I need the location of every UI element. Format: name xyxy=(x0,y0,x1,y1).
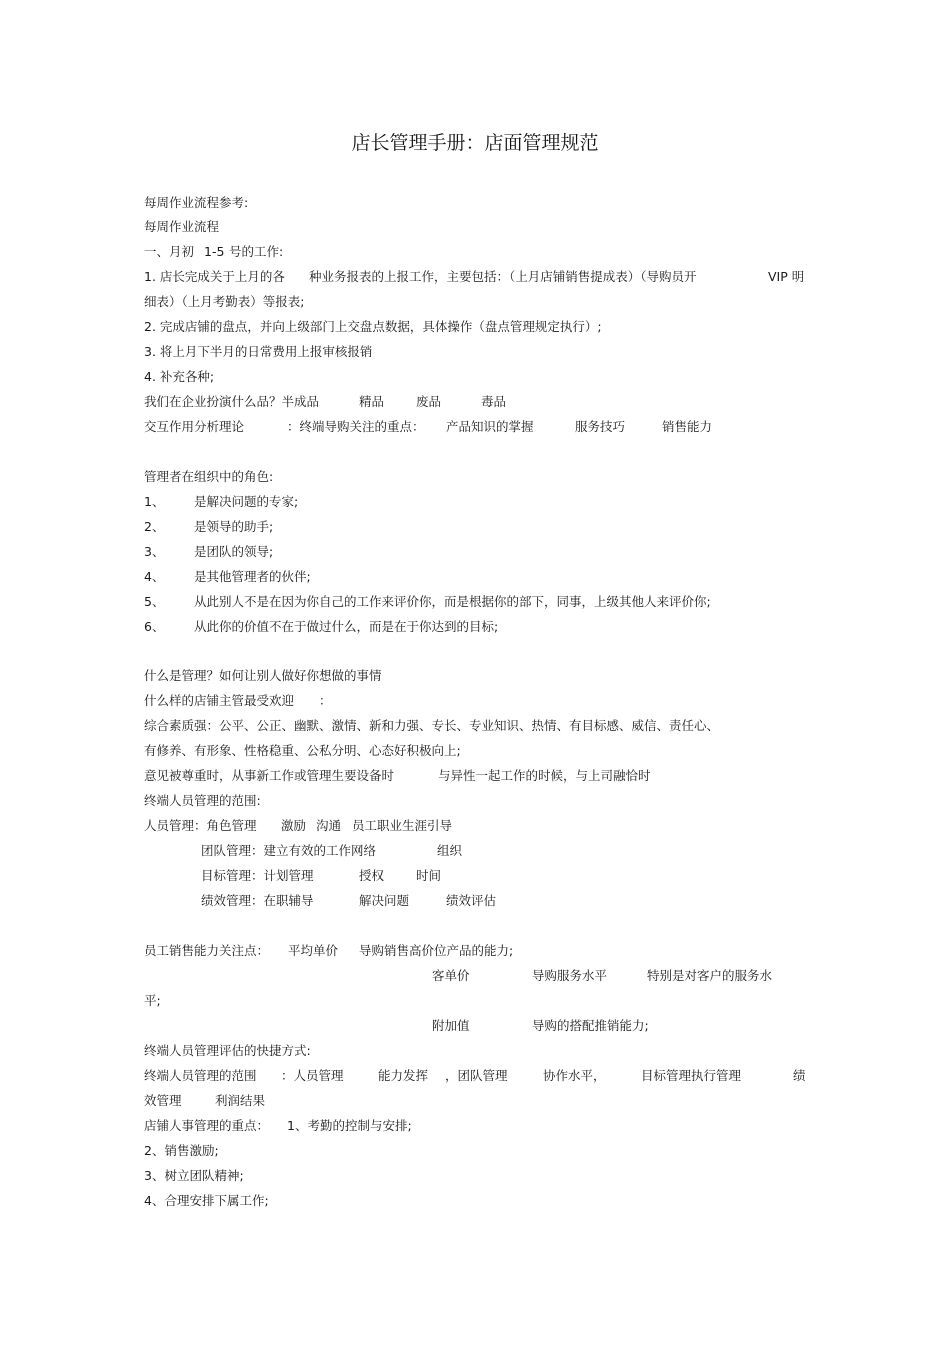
text-line: 每周作业流程 xyxy=(144,219,220,234)
text-span: 绩效评估 xyxy=(446,893,497,908)
text-span: 利润结果 xyxy=(215,1093,266,1108)
text-span: 销售能力 xyxy=(662,419,713,434)
text-span: 导购的搭配推销能力; xyxy=(532,1018,649,1033)
text-span: ：终端导购关注的重点： xyxy=(287,419,425,434)
text-line: 4、合理安排下属工作; xyxy=(144,1193,269,1208)
text-span: 导购服务水平 xyxy=(532,968,608,983)
text-span: 客单价 xyxy=(432,968,470,983)
text-span: 附加值 xyxy=(432,1018,470,1033)
list-item-number: 6、 xyxy=(144,619,165,634)
text-span: 1、考勤的控制与安排; xyxy=(287,1118,412,1133)
text-line: 意见被尊重时，从事新工作或管理生要设备时 xyxy=(144,768,395,783)
text-span: ： xyxy=(319,693,332,708)
list-item-number: 2、 xyxy=(144,519,165,534)
text-span: 毒品 xyxy=(481,394,507,409)
text-line: 综合素质强：公平、公正、幽默、激情、新和力强、专长、专业知识、热情、有目标感、威信、责任心、 xyxy=(144,718,720,733)
text-line: 平; xyxy=(144,993,161,1008)
text-span: 精品 xyxy=(359,394,385,409)
text-span: 特别是对客户的服务水 xyxy=(647,968,773,983)
text-span: 能力发挥 xyxy=(378,1068,429,1083)
text-span: 废品 xyxy=(416,394,442,409)
text-line: 终端人员管理的范围 xyxy=(144,1068,257,1083)
text-span: 1-5 xyxy=(204,244,225,259)
text-line: 细表）（上月考勤表）等报表; xyxy=(144,294,305,309)
text-line: 终端人员管理的范围: xyxy=(144,793,261,808)
text-line: 3. 将上月下半月的日常费用上报审核报销 xyxy=(144,344,373,359)
text-line: 1. 店长完成关于上月的各 xyxy=(144,269,285,284)
list-item: 是解决问题的专家; xyxy=(194,494,299,509)
list-item-number: 5、 xyxy=(144,594,165,609)
text-span: 解决问题 xyxy=(359,893,410,908)
list-item: 从此你的价值不在于做过什么，而是在于你达到的目标; xyxy=(194,619,499,634)
text-line: 我们在企业扮演什么品？半成品 xyxy=(144,394,320,409)
text-line: 店铺人事管理的重点： xyxy=(144,1118,270,1133)
list-item: 是领导的助手; xyxy=(194,519,274,534)
text-line: 2、销售激励; xyxy=(144,1143,219,1158)
text-line: 3、树立团队精神; xyxy=(144,1168,244,1183)
text-line: 有修养、有形象、性格稳重、公私分明、心态好积极向上; xyxy=(144,743,461,758)
list-item-number: 3、 xyxy=(144,544,165,559)
text-span: 团队管理：建立有效的工作网络 xyxy=(201,843,377,858)
section-heading: 管理者在组织中的角色: xyxy=(144,469,274,484)
list-item: 从此别人不是在因为你自己的工作来评价你，而是根据你的部下，同事，上级其他人来评价你; xyxy=(194,594,711,609)
text-span: 服务技巧 xyxy=(575,419,626,434)
list-item: 是团队的领导; xyxy=(194,544,274,559)
list-item-number: 4、 xyxy=(144,569,165,584)
text-span: 协作水平， xyxy=(543,1068,606,1083)
text-span: 时间 xyxy=(416,868,442,883)
list-item: 是其他管理者的伙伴; xyxy=(194,569,311,584)
text-span: 目标管理执行管理 xyxy=(641,1068,742,1083)
text-line: 什么样的店铺主管最受欢迎 xyxy=(144,693,295,708)
text-span: 绩效管理：在职辅导 xyxy=(201,893,314,908)
text-line: 交互作用分析理论 xyxy=(144,419,245,434)
text-span: 员工职业生涯引导 xyxy=(352,818,453,833)
text-line: 终端人员管理评估的快捷方式: xyxy=(144,1043,311,1058)
text-span: 授权 xyxy=(359,868,385,883)
text-span: 绩 xyxy=(793,1068,806,1083)
list-item-number: 1、 xyxy=(144,494,165,509)
text-line: 2. 完成店铺的盘点，并向上级部门上交盘点数据，具体操作（盘点管理规定执行）; xyxy=(144,319,602,334)
text-span: 组织 xyxy=(437,843,463,858)
text-span: 沟通 xyxy=(316,818,342,833)
page-title: 店长管理手册：店面管理规范 xyxy=(351,132,599,154)
text-span: 种业务报表的上报工作，主要包括：（上月店铺销售提成表）（导购员开 xyxy=(309,269,697,284)
text-span: ，团队管理 xyxy=(445,1068,508,1083)
text-span: 导购销售高价位产品的能力; xyxy=(359,943,514,958)
text-line: 员工销售能力关注点： xyxy=(144,943,270,958)
text-span: VIP 明 xyxy=(768,269,805,284)
text-span: 号的工作: xyxy=(229,244,284,259)
text-line: 一、月初 xyxy=(144,244,195,259)
text-line: 4. 补充各种; xyxy=(144,369,215,384)
text-span: 平均单价 xyxy=(288,943,339,958)
text-line: 效管理 xyxy=(144,1093,182,1108)
text-span: 激励 xyxy=(281,818,307,833)
text-line: 人员管理：角色管理 xyxy=(144,818,257,833)
text-span: ：人员管理 xyxy=(281,1068,344,1083)
text-span: 目标管理：计划管理 xyxy=(201,868,314,883)
text-span: 产品知识的掌握 xyxy=(446,419,534,434)
text-span: 与异性一起工作的时候，与上司融恰时 xyxy=(438,768,651,783)
text-line: 每周作业流程参考: xyxy=(144,195,249,210)
text-line: 什么是管理？如何让别人做好你想做的事情 xyxy=(144,668,382,683)
